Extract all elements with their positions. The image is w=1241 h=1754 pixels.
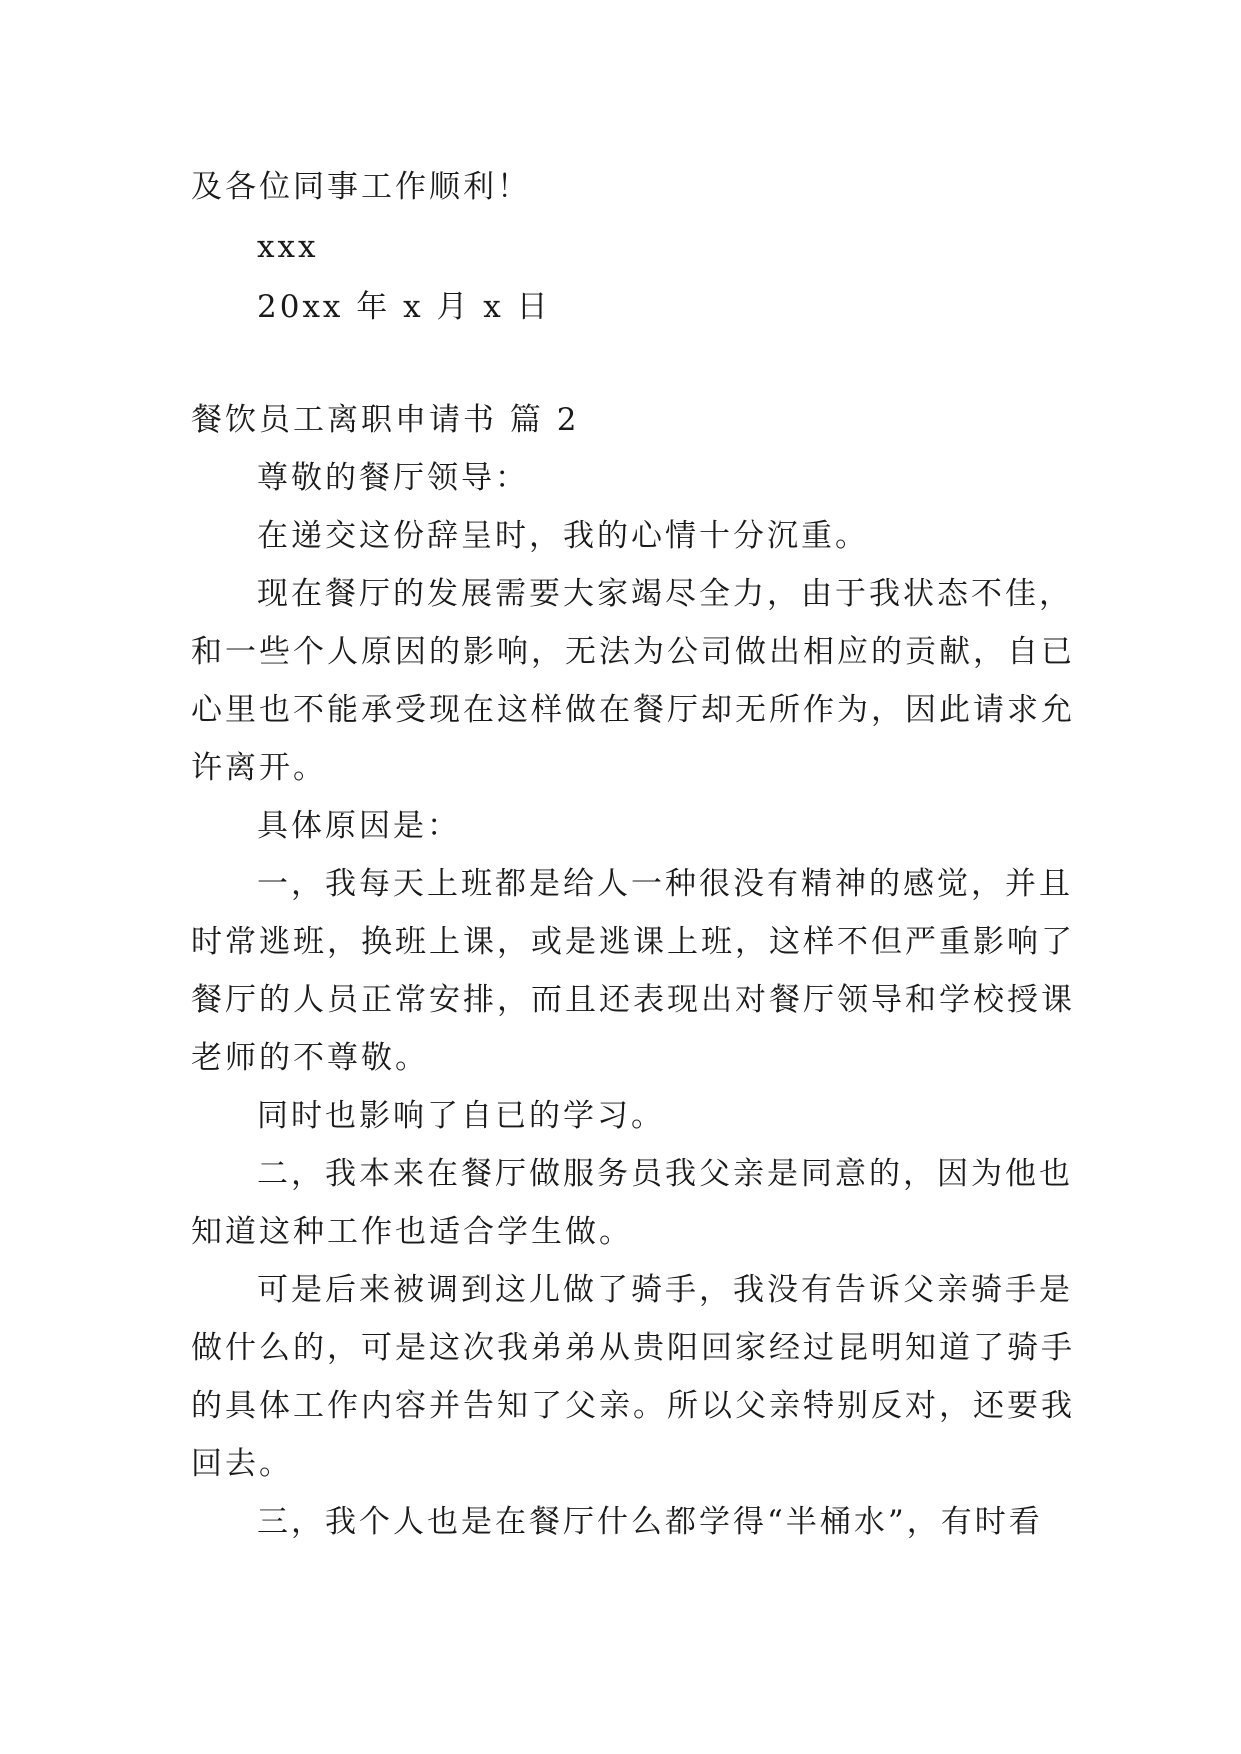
signature: xxx — [257, 229, 319, 265]
body-line: 知道这种工作也适合学生做。 — [191, 1214, 633, 1250]
body-line: 三，我个人也是在餐厅什么都学得“半桶水”，有时看 — [257, 1504, 1043, 1540]
body-line: 餐厅的人员正常安排，而且还表现出对餐厅领导和学校授课 — [191, 982, 1075, 1018]
body-line: 在递交这份辞呈时，我的心情十分沉重。 — [257, 518, 869, 554]
body-line: 的具体工作内容并告知了父亲。所以父亲特别反对，还要我 — [191, 1388, 1075, 1424]
body-line: 时常逃班，换班上课，或是逃课上班，这样不但严重影响了 — [191, 924, 1075, 960]
body-line: 做什么的，可是这次我弟弟从贵阳回家经过昆明知道了骑手 — [191, 1330, 1075, 1366]
section-title: 餐饮员工离职申请书 篇 2 — [191, 402, 580, 438]
body-line: 许离开。 — [191, 750, 327, 786]
body-line: 现在餐厅的发展需要大家竭尽全力，由于我状态不佳， — [257, 576, 1073, 612]
body-line: 同时也影响了自已的学习。 — [257, 1098, 665, 1134]
body-line: 和一些个人原因的影响，无法为公司做出相应的贡献，自已 — [191, 634, 1075, 670]
salutation: 尊敬的餐厅领导： — [257, 460, 529, 496]
body-line: 可是后来被调到这儿做了骑手，我没有告诉父亲骑手是 — [257, 1272, 1073, 1308]
body-line: 老师的不尊敬。 — [191, 1040, 429, 1076]
body-line: 二，我本来在餐厅做服务员我父亲是同意的，因为他也 — [257, 1156, 1073, 1192]
body-line: 一，我每天上班都是给人一种很没有精神的感觉，并且 — [257, 866, 1073, 902]
body-line: 心里也不能承受现在这样做在餐厅却无所作为，因此请求允 — [191, 692, 1075, 728]
body-line: 回去。 — [191, 1446, 293, 1482]
closing-wish-line: 及各位同事工作顺利！ — [191, 169, 531, 205]
date-line: 20xx 年 x 月 x 日 — [257, 289, 551, 325]
body-line: 具体原因是： — [257, 808, 461, 844]
